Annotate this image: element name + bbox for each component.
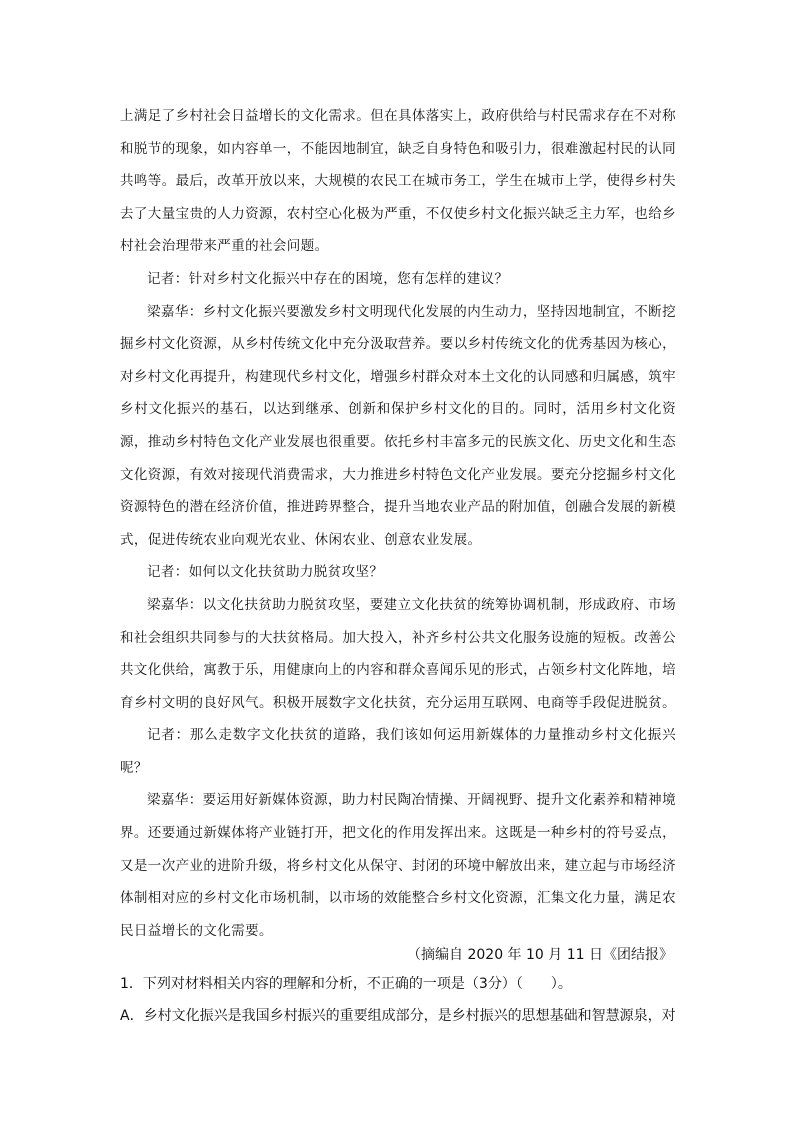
option-a: A．乡村文化振兴是我国乡村振兴的重要组成部分，是乡村振兴的思想基础和智慧源泉，对 [120,1008,676,1024]
question-block [120,968,676,1032]
article-paragraph: 上满足了乡村社会日益增长的文化需求。但在具体落实上，政府供给与村民需求存在不对称和脱节的现象，如内容单一，不能因地制宜，缺乏自身特色和吸引力，很难激起村民的认同共鸣等。最后，改革开放以来，大规模的农民工在城市务工，学生在城市上学，使得乡村失去了大量宝贵的人力资源，农村空心化极为严重，不仅使乡村文化振兴缺乏主力军，也给乡村社会治理带来严重的社会问题。 [120,108,676,255]
reporter-question: 记者：那么走数字文化扶贫的道路，我们该如何运用新媒体的力量推动乡村文化振兴呢？ [120,727,676,776]
interviewee-answer: 梁嘉华：乡村文化振兴要激发乡村文明现代化发展的内生动力，坚持因地制宜，不断挖掘乡村文化资源，从乡村传统文化中充分汲取营养。要以乡村传统文化的优秀基因为核心，对乡村文化再提升，构建现代乡村文化，增强乡村群众对本土文化的认同感和归属感，筑牢乡村文化振兴的基石，以达到继承、创新和保护乡村文化的目的。同时，活用乡村文化资源，推动乡村特色文化产业发展也很重要。依托乡村丰富多元的民族文化、历史文化和生态文化资源，有效对接现代消费需求，大力推进乡村特色文化产业发展。要充分挖掘乡村文化资源特色的潜在经济价值，推进跨界整合，提升当地农业产品的附加值，创融合发展的新模式，促进传统农业向观光农业、休闲农业、创意农业发展。 [120,303,676,548]
interviewee-answer: 梁嘉华：以文化扶贫助力脱贫攻坚，要建立文化扶贫的统筹协调机制，形成政府、市场和社会组织共同参与的大扶贫格局。加大投入，补齐乡村公共文化服务设施的短板。改善公共文化供给，寓教于乐，用健康向上的内容和群众喜闻乐见的形式，占领乡村文化阵地，培育乡村文明的良好风气。积极开展数字文化扶贫，充分运用互联网、电商等手段促进脱贫。 [120,596,676,711]
reporter-question: 记者：针对乡村文化振兴中存在的困境，您有怎样的建议？ [147,270,509,287]
question-stem: 1．下列对材料相关内容的理解和分析，不正确的一项是（3分）（ ）。 [120,976,572,992]
reporter-question: 记者：如何以文化扶贫助力脱贫攻坚？ [147,564,384,581]
source-citation: （摘编自 2020 年 10 月 11 日《团结报》 [407,947,673,963]
interviewee-answer: 梁嘉华：要运用好新媒体资源，助力村民陶冶情操、开阔视野、提升文化素养和精神境界。还要通过新媒体将产业链打开，把文化的作用发挥出来。这既是一种乡村的符号妥点，又是一次产业的进阶升级，将乡村文化从保守、封闭的环境中解放出来，建立起与市场经济体制相对应的乡村文化市场机制，以市场的效能整合乡村文化资源，汇集文化力量，满足农民日益增长的文化需要。 [120,792,676,939]
interview-article [120,100,676,947]
